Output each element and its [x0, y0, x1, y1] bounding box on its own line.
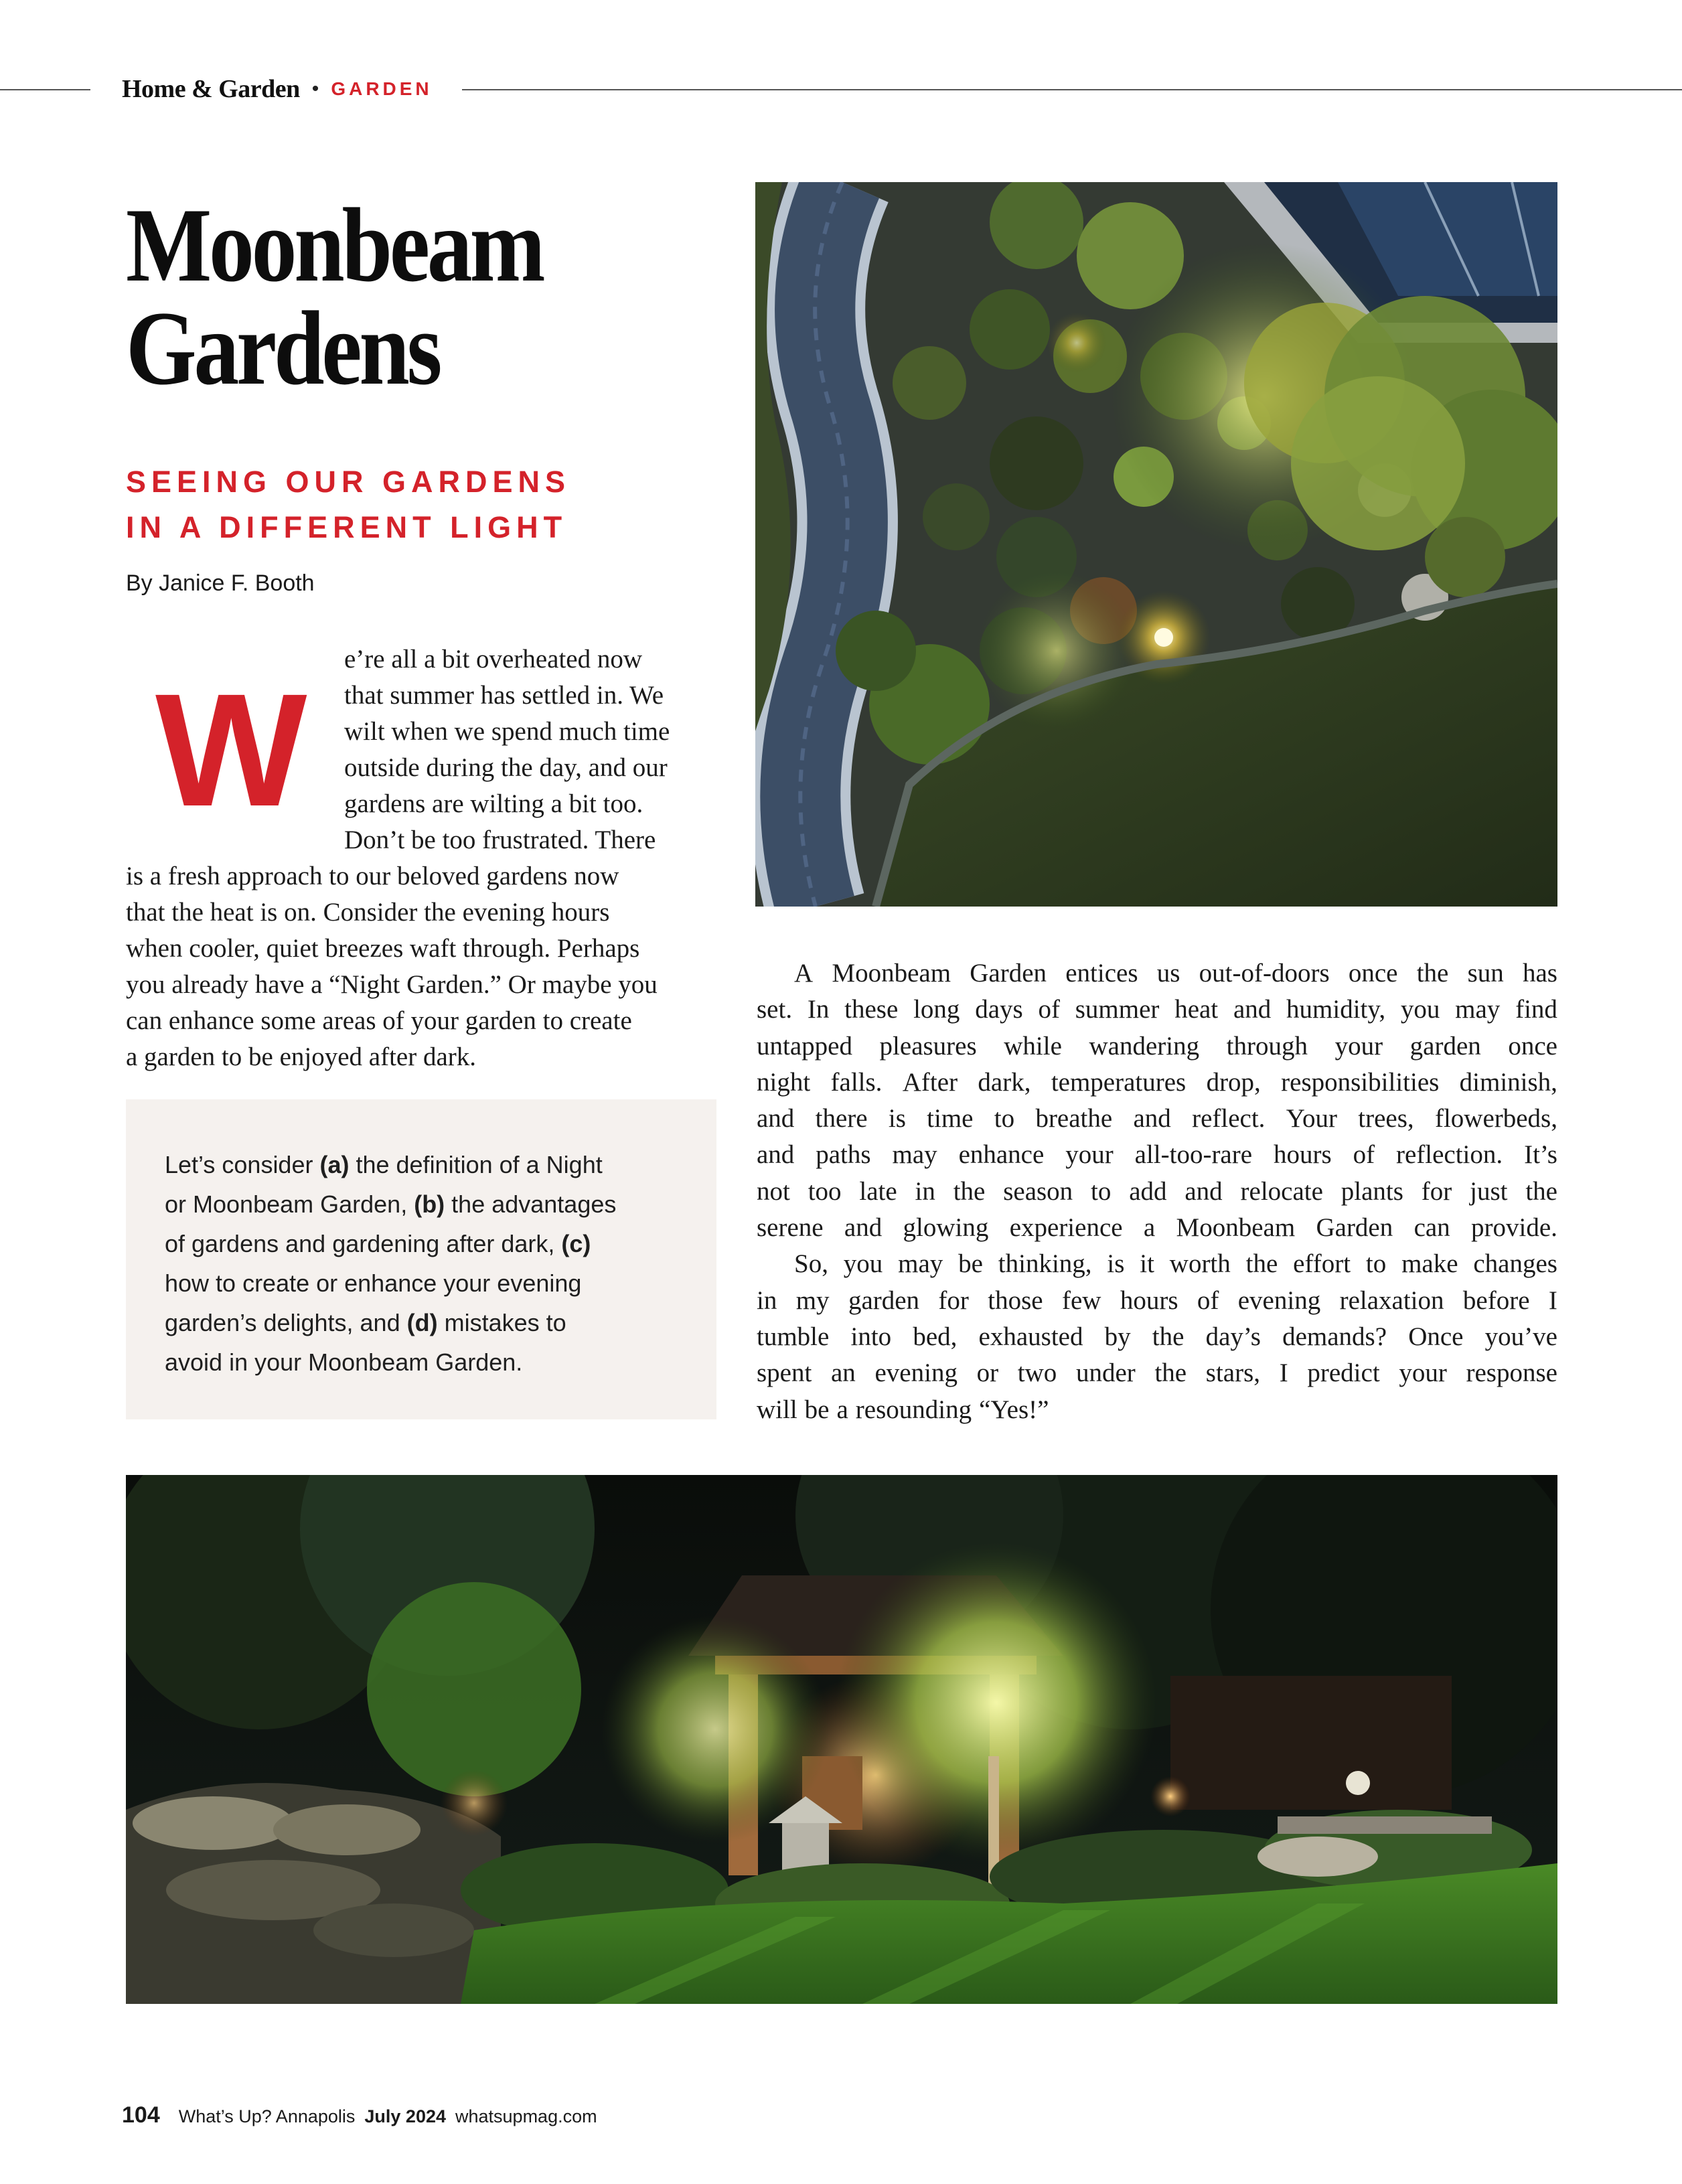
body-line: can enhance some areas of your garden to create	[126, 1006, 632, 1035]
section-category[interactable]: GARDEN	[331, 78, 433, 99]
body-line	[757, 1355, 1557, 1391]
body-line	[757, 955, 1557, 992]
word: garden	[1409, 1031, 1481, 1061]
word: A	[794, 959, 814, 988]
word: these	[844, 995, 899, 1024]
word: to	[1365, 1249, 1387, 1279]
word: and	[1184, 1176, 1223, 1206]
body-line	[757, 992, 1557, 1028]
word: “Yes!”	[979, 1395, 1049, 1424]
word: days	[975, 995, 1023, 1024]
word: enhance	[958, 1140, 1045, 1170]
word: the	[1525, 1176, 1557, 1206]
word: into	[850, 1322, 892, 1351]
word: After	[902, 1067, 958, 1097]
word: and	[1233, 995, 1272, 1024]
body-line: Don’t be too frustrated. There	[344, 826, 656, 854]
word: the	[1154, 1358, 1187, 1388]
word: of	[1197, 1285, 1219, 1315]
word: heat	[1174, 995, 1219, 1024]
body-line	[757, 1028, 1557, 1065]
word: experience	[1009, 1213, 1123, 1243]
page-footer	[122, 2102, 597, 2132]
word: by	[1104, 1322, 1131, 1351]
word: Once	[1408, 1322, 1464, 1351]
word: pleasures	[879, 1031, 977, 1061]
word: or	[976, 1358, 999, 1388]
word: a	[836, 1395, 848, 1424]
word: the	[1416, 959, 1449, 988]
word: paths	[816, 1140, 871, 1170]
section-separator: •	[311, 78, 319, 100]
word: dark,	[978, 1067, 1031, 1097]
word: resounding	[855, 1395, 972, 1424]
sidebar-box	[126, 1099, 716, 1419]
body-line: wilt when we spend much time	[344, 717, 670, 746]
word: and	[757, 1140, 795, 1170]
website-link[interactable]: whatsupmag.com	[455, 2106, 597, 2126]
word: is	[888, 1104, 906, 1134]
sidebar-line	[165, 1224, 683, 1263]
word: your	[1399, 1358, 1447, 1388]
word: add	[1129, 1176, 1167, 1206]
word: the	[1245, 1249, 1278, 1279]
byline: By Janice F. Booth	[126, 570, 315, 596]
word: season	[1003, 1176, 1073, 1206]
word: hours	[1273, 1140, 1332, 1170]
gazebo-garden-photo	[126, 1475, 1557, 2004]
word: In	[807, 995, 830, 1024]
word: through	[1226, 1031, 1308, 1061]
body-line: that summer has settled in. We	[344, 681, 664, 710]
word: those	[988, 1285, 1043, 1315]
word: of	[1353, 1140, 1375, 1170]
word: effort	[1293, 1249, 1351, 1279]
word: day’s	[1205, 1322, 1261, 1351]
body-line: when cooler, quiet breezes waft through. Perhaps	[126, 934, 640, 963]
word: of	[1038, 995, 1060, 1024]
word: serene	[757, 1213, 824, 1243]
word: two	[1017, 1358, 1057, 1388]
word: drop,	[1206, 1067, 1261, 1097]
sidebar-text: Let’s consider	[165, 1151, 320, 1178]
header-rule-right	[462, 89, 1682, 90]
sidebar-text: the advantages	[445, 1190, 617, 1218]
subtitle-line: IN A DIFFERENT LIGHT	[126, 510, 568, 544]
word: response	[1466, 1358, 1557, 1388]
publication-name: What’s Up? Annapolis	[178, 2106, 356, 2126]
word: thinking,	[998, 1249, 1092, 1279]
word: relocate	[1240, 1176, 1323, 1206]
word: Garden	[1316, 1213, 1393, 1243]
word: flowerbeds,	[1434, 1104, 1557, 1134]
word: can	[1413, 1213, 1450, 1243]
word: before	[1462, 1285, 1530, 1315]
body-column-left	[126, 641, 716, 1075]
word: hours	[1120, 1285, 1178, 1315]
sidebar-text: or Moonbeam Garden,	[165, 1190, 414, 1218]
word: few	[1061, 1285, 1101, 1315]
body-line	[757, 1137, 1557, 1173]
body-line	[757, 1101, 1557, 1137]
body-line: you already have a “Night Garden.” Or maybe you	[126, 970, 658, 999]
word: entices	[1065, 959, 1138, 988]
word: too	[808, 1176, 842, 1206]
sidebar-line	[165, 1303, 683, 1342]
word: I	[1279, 1358, 1288, 1388]
body-line: a garden to be enjoyed after dark.	[126, 1042, 476, 1071]
body-line: is a fresh approach to our beloved gardens now	[126, 862, 619, 890]
word: temperatures	[1051, 1067, 1187, 1097]
word: night	[757, 1067, 811, 1097]
word: find	[1515, 995, 1557, 1024]
sidebar-text: how to create or enhance your evening	[165, 1269, 582, 1297]
word: not	[757, 1176, 790, 1206]
body-line	[757, 1246, 1557, 1282]
word: the	[1152, 1322, 1184, 1351]
word: relaxation	[1339, 1285, 1444, 1315]
word: has	[1522, 959, 1557, 988]
word: Garden	[970, 959, 1047, 988]
section-header	[122, 72, 433, 106]
word: may	[898, 1249, 943, 1279]
word: you	[843, 1249, 883, 1279]
word: your	[1065, 1140, 1114, 1170]
word: be	[804, 1395, 830, 1424]
body-line: gardens are wilting a bit too.	[344, 789, 643, 818]
word: long	[913, 995, 960, 1024]
sidebar-text: garden’s delights, and	[165, 1309, 407, 1336]
word: sun	[1467, 959, 1504, 988]
word: to	[994, 1104, 1015, 1134]
sidebar-point-marker: (d)	[406, 1309, 438, 1336]
sidebar-text: of gardens and gardening after dark,	[165, 1230, 562, 1257]
word: and	[757, 1104, 795, 1134]
body-line	[757, 1174, 1557, 1210]
word: to	[1091, 1176, 1112, 1206]
sidebar-point-marker: (a)	[319, 1151, 350, 1178]
sidebar-line	[165, 1145, 683, 1184]
sidebar-point-marker: (b)	[414, 1190, 445, 1218]
body-line	[757, 1283, 1557, 1319]
sidebar-text: mistakes to	[437, 1309, 566, 1336]
word: you	[1400, 995, 1440, 1024]
word: So,	[794, 1249, 828, 1279]
word: may	[1455, 995, 1501, 1024]
sidebar-text: the definition of a Night	[349, 1151, 603, 1178]
sidebar-line	[165, 1263, 683, 1303]
word: us	[1156, 959, 1180, 988]
word: once	[1348, 959, 1398, 988]
word: wandering	[1089, 1031, 1200, 1061]
word: under	[1075, 1358, 1136, 1388]
word: in	[757, 1285, 777, 1315]
word: plants	[1341, 1176, 1403, 1206]
word: I	[1548, 1285, 1557, 1315]
header-rule-left	[0, 89, 90, 90]
word: an	[831, 1358, 856, 1388]
body-line	[757, 1065, 1557, 1101]
word: Your	[1286, 1104, 1337, 1134]
word: your	[1334, 1031, 1383, 1061]
word: diminish,	[1459, 1067, 1557, 1097]
word: trees,	[1358, 1104, 1414, 1134]
word: my	[795, 1285, 830, 1315]
word: late	[859, 1176, 897, 1206]
word: just	[1470, 1176, 1508, 1206]
word: predict	[1307, 1358, 1380, 1388]
word: provide.	[1471, 1213, 1557, 1243]
article-title	[126, 187, 644, 407]
word: bed,	[913, 1322, 958, 1351]
word: responsibilities	[1281, 1067, 1440, 1097]
word: falls.	[830, 1067, 883, 1097]
word: garden	[848, 1285, 920, 1315]
word: a	[1143, 1213, 1156, 1243]
body-line	[757, 1210, 1557, 1246]
word: you’ve	[1484, 1322, 1557, 1351]
word: is	[1107, 1249, 1125, 1279]
word: humidity,	[1286, 995, 1386, 1024]
word: Moonbeam	[1176, 1213, 1296, 1243]
word: summer	[1075, 995, 1160, 1024]
word: and	[844, 1213, 883, 1243]
word: while	[1004, 1031, 1062, 1061]
word: be	[958, 1249, 983, 1279]
body-line: that the heat is on. Consider the evening hours	[126, 898, 610, 927]
word: set.	[757, 995, 793, 1024]
word: once	[1508, 1031, 1557, 1061]
sidebar-text: avoid in your Moonbeam Garden.	[165, 1348, 523, 1376]
word: tumble	[757, 1322, 830, 1351]
word: stars,	[1205, 1358, 1261, 1388]
word: out-of-doors	[1199, 959, 1330, 988]
word: will	[757, 1395, 797, 1424]
word: the	[953, 1176, 986, 1206]
word: spent	[757, 1358, 812, 1388]
aerial-garden-photo	[755, 182, 1557, 907]
word: for	[938, 1285, 969, 1315]
word: evening	[874, 1358, 958, 1388]
subtitle-line: SEEING OUR GARDENS	[126, 465, 571, 499]
sidebar-line	[165, 1342, 683, 1382]
issue-date: July 2024	[364, 2106, 446, 2126]
word: It’s	[1524, 1140, 1557, 1170]
word: and	[1133, 1104, 1171, 1134]
sidebar-point-marker: (c)	[561, 1230, 591, 1257]
word: may	[892, 1140, 937, 1170]
article-subtitle	[126, 459, 729, 550]
word: reflect.	[1192, 1104, 1266, 1134]
word: there	[815, 1104, 868, 1134]
body-line	[757, 1392, 1557, 1428]
word: time	[927, 1104, 974, 1134]
word: reflection.	[1395, 1140, 1503, 1170]
word: changes	[1473, 1249, 1557, 1279]
word: glowing	[903, 1213, 989, 1243]
word: demands?	[1282, 1322, 1387, 1351]
section-name[interactable]: Home & Garden	[122, 75, 300, 103]
word: all-too-rare	[1134, 1140, 1253, 1170]
word: it	[1140, 1249, 1154, 1279]
body-line	[757, 1319, 1557, 1355]
title-line: Gardens	[126, 290, 440, 407]
body-line: outside during the day, and our	[344, 753, 668, 782]
title-line: Moonbeam	[126, 187, 543, 304]
drop-cap: W	[155, 660, 302, 840]
word: untapped	[757, 1031, 852, 1061]
word: breathe	[1035, 1104, 1113, 1134]
word: in	[915, 1176, 935, 1206]
word: evening	[1237, 1285, 1321, 1315]
word: worth	[1169, 1249, 1231, 1279]
body-line: e’re all a bit overheated now	[344, 645, 643, 674]
word: exhausted	[978, 1322, 1083, 1351]
sidebar-line	[165, 1184, 683, 1224]
word: Moonbeam	[832, 959, 951, 988]
word: make	[1401, 1249, 1458, 1279]
page-number: 104	[122, 2102, 160, 2128]
body-column-right	[757, 955, 1557, 1428]
word: for	[1421, 1176, 1452, 1206]
